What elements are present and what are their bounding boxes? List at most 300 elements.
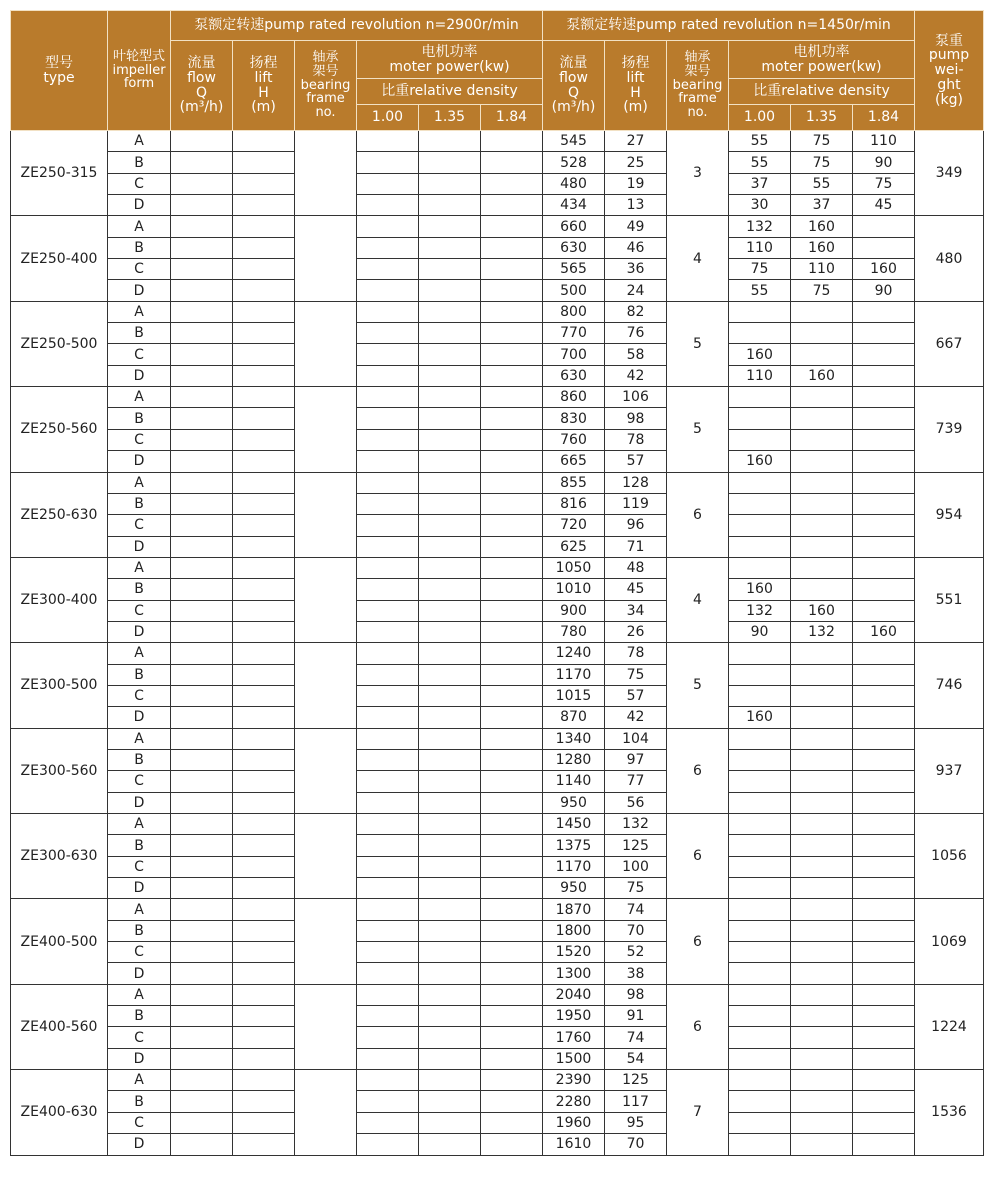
flow-1450-cell: 2040 [543, 984, 605, 1005]
power-1450-d100-cell [729, 920, 791, 941]
pump-weight-cell: 349 [915, 131, 984, 216]
power-1450-d184-cell [853, 920, 915, 941]
flow-1450-cell: 434 [543, 195, 605, 216]
power-2900-d135-cell [419, 749, 481, 770]
lift-1450-cell: 100 [605, 856, 667, 877]
power-1450-d184-cell: 160 [853, 259, 915, 280]
power-1450-d184-cell [853, 643, 915, 664]
pump-performance-table [10, 10, 984, 1156]
power-2900-d135-cell [419, 387, 481, 408]
flow-2900-cell [171, 515, 233, 536]
flow-2900-cell [171, 792, 233, 813]
lift-1450-cell: 76 [605, 323, 667, 344]
flow-1450-cell: 528 [543, 152, 605, 173]
lift-2900-cell [233, 600, 295, 621]
lift-2900-cell [233, 878, 295, 899]
power-1450-d184-cell [853, 387, 915, 408]
table-row [11, 814, 984, 835]
table-row [11, 195, 984, 216]
impeller-form: A [108, 387, 171, 408]
power-2900-d184-cell [481, 1027, 543, 1048]
power-1450-d100-cell [729, 643, 791, 664]
power-1450-d100-cell: 55 [729, 131, 791, 152]
flow-1450-cell: 800 [543, 301, 605, 322]
power-2900-d135-cell [419, 1027, 481, 1048]
lift-2900-cell [233, 387, 295, 408]
flow-1450-cell: 1610 [543, 1134, 605, 1155]
power-1450-d100-cell [729, 814, 791, 835]
power-1450-d135-cell [791, 515, 853, 536]
impeller-form: D [108, 1134, 171, 1155]
power-2900-d135-cell [419, 557, 481, 578]
flow-2900-cell [171, 301, 233, 322]
flow-2900-cell [171, 942, 233, 963]
table-row [11, 1070, 984, 1091]
lift-1450-cell: 13 [605, 195, 667, 216]
power-2900-d100-cell [357, 1048, 419, 1069]
power-2900-d184-cell [481, 664, 543, 685]
lift-1450-cell: 57 [605, 685, 667, 706]
lift-2900-cell [233, 707, 295, 728]
power-2900-d135-cell [419, 237, 481, 258]
flow-1450-cell: 480 [543, 173, 605, 194]
power-1450-d135-cell [791, 1006, 853, 1027]
power-1450-d184-cell [853, 1134, 915, 1155]
flow-1450-cell: 1340 [543, 728, 605, 749]
power-1450-d135-cell [791, 1112, 853, 1133]
flow-2900-cell [171, 1134, 233, 1155]
power-1450-d135-cell [791, 685, 853, 706]
lift-2900-cell [233, 792, 295, 813]
power-2900-d100-cell [357, 600, 419, 621]
impeller-form: C [108, 429, 171, 450]
table-row [11, 1006, 984, 1027]
flow-2900-cell [171, 1027, 233, 1048]
lift-1450-cell: 58 [605, 344, 667, 365]
bearing-2900-cell [295, 387, 357, 472]
power-1450-d100-cell: 160 [729, 579, 791, 600]
power-2900-d184-cell [481, 878, 543, 899]
power-1450-d184-cell [853, 408, 915, 429]
lift-2900-cell [233, 344, 295, 365]
power-1450-d135-cell [791, 664, 853, 685]
power-1450-d135-cell [791, 1134, 853, 1155]
lift-2900-cell [233, 771, 295, 792]
power-2900-d100-cell [357, 408, 419, 429]
power-1450-d135-cell: 75 [791, 280, 853, 301]
impeller-form: B [108, 664, 171, 685]
header-density-1450: 比重relative density [729, 79, 915, 105]
flow-1450-cell: 1010 [543, 579, 605, 600]
header-rev-2900: 泵额定转速pump rated revolution n=2900r/min [171, 11, 543, 41]
power-1450-d184-cell [853, 942, 915, 963]
power-2900-d100-cell [357, 664, 419, 685]
pump-performance-table-sheet [10, 10, 984, 1156]
table-row [11, 963, 984, 984]
flow-2900-cell [171, 451, 233, 472]
power-1450-d100-cell [729, 515, 791, 536]
table-row [11, 408, 984, 429]
lift-1450-cell: 106 [605, 387, 667, 408]
power-2900-d184-cell [481, 771, 543, 792]
power-2900-d135-cell [419, 814, 481, 835]
power-1450-d135-cell [791, 408, 853, 429]
impeller-form: B [108, 1091, 171, 1112]
pump-weight-cell: 551 [915, 557, 984, 642]
impeller-form: B [108, 493, 171, 514]
flow-2900-cell [171, 749, 233, 770]
power-1450-d184-cell [853, 579, 915, 600]
power-2900-d184-cell [481, 1006, 543, 1027]
lift-1450-cell: 38 [605, 963, 667, 984]
power-1450-d184-cell [853, 749, 915, 770]
power-2900-d100-cell [357, 280, 419, 301]
table-row [11, 1027, 984, 1048]
flow-2900-cell [171, 643, 233, 664]
power-1450-d184-cell [853, 493, 915, 514]
table-row [11, 920, 984, 941]
flow-2900-cell [171, 387, 233, 408]
bearing-frame-cell: 5 [667, 301, 729, 386]
bearing-2900-cell [295, 216, 357, 301]
flow-1450-cell: 720 [543, 515, 605, 536]
bearing-2900-cell [295, 984, 357, 1069]
lift-1450-cell: 34 [605, 600, 667, 621]
table-row [11, 643, 984, 664]
power-2900-d135-cell [419, 579, 481, 600]
power-2900-d100-cell [357, 301, 419, 322]
pump-weight-cell: 739 [915, 387, 984, 472]
table-row [11, 557, 984, 578]
lift-2900-cell [233, 621, 295, 642]
impeller-form: C [108, 515, 171, 536]
power-1450-d100-cell [729, 878, 791, 899]
power-2900-d100-cell [357, 557, 419, 578]
flow-1450-cell: 1760 [543, 1027, 605, 1048]
bearing-frame-cell: 5 [667, 387, 729, 472]
table-row [11, 1112, 984, 1133]
flow-2900-cell [171, 600, 233, 621]
lift-1450-cell: 46 [605, 237, 667, 258]
table-row [11, 579, 984, 600]
power-1450-d100-cell [729, 856, 791, 877]
lift-2900-cell [233, 984, 295, 1005]
header-motor-1450: 电机功率 moter power(kw) [729, 41, 915, 79]
lift-2900-cell [233, 835, 295, 856]
table-row [11, 216, 984, 237]
power-1450-d135-cell [791, 429, 853, 450]
power-2900-d135-cell [419, 365, 481, 386]
lift-2900-cell [233, 323, 295, 344]
power-2900-d100-cell [357, 536, 419, 557]
flow-2900-cell [171, 557, 233, 578]
lift-2900-cell [233, 557, 295, 578]
power-2900-d135-cell [419, 1048, 481, 1069]
pump-weight-cell: 667 [915, 301, 984, 386]
bearing-frame-cell: 6 [667, 814, 729, 899]
power-1450-d100-cell: 160 [729, 344, 791, 365]
power-2900-d184-cell [481, 429, 543, 450]
impeller-form: D [108, 536, 171, 557]
impeller-form: A [108, 643, 171, 664]
lift-1450-cell: 77 [605, 771, 667, 792]
flow-2900-cell [171, 131, 233, 152]
power-1450-d135-cell [791, 1048, 853, 1069]
lift-2900-cell [233, 216, 295, 237]
flow-1450-cell: 770 [543, 323, 605, 344]
flow-1450-cell: 1300 [543, 963, 605, 984]
lift-2900-cell [233, 259, 295, 280]
power-1450-d184-cell [853, 536, 915, 557]
flow-2900-cell [171, 814, 233, 835]
lift-2900-cell [233, 749, 295, 770]
flow-2900-cell [171, 579, 233, 600]
lift-1450-cell: 71 [605, 536, 667, 557]
impeller-form: A [108, 216, 171, 237]
flow-1450-cell: 630 [543, 237, 605, 258]
lift-1450-cell: 26 [605, 621, 667, 642]
model-type: ZE400-630 [11, 1070, 108, 1155]
table-row [11, 515, 984, 536]
power-2900-d184-cell [481, 984, 543, 1005]
header-density-1-35: 1.35 [791, 105, 853, 131]
flow-1450-cell: 860 [543, 387, 605, 408]
lift-2900-cell [233, 408, 295, 429]
flow-1450-cell: 565 [543, 259, 605, 280]
power-2900-d100-cell [357, 173, 419, 194]
power-2900-d100-cell [357, 942, 419, 963]
power-1450-d135-cell: 160 [791, 216, 853, 237]
flow-2900-cell [171, 878, 233, 899]
impeller-form: A [108, 557, 171, 578]
power-1450-d100-cell: 132 [729, 216, 791, 237]
flow-2900-cell [171, 472, 233, 493]
power-2900-d135-cell [419, 195, 481, 216]
power-2900-d135-cell [419, 685, 481, 706]
power-1450-d135-cell: 160 [791, 365, 853, 386]
model-type: ZE300-400 [11, 557, 108, 642]
power-2900-d135-cell [419, 664, 481, 685]
table-row [11, 493, 984, 514]
flow-1450-cell: 1015 [543, 685, 605, 706]
flow-2900-cell [171, 899, 233, 920]
power-1450-d135-cell [791, 728, 853, 749]
power-1450-d135-cell [791, 536, 853, 557]
power-2900-d135-cell [419, 472, 481, 493]
table-row [11, 942, 984, 963]
power-1450-d100-cell [729, 771, 791, 792]
power-1450-d100-cell: 160 [729, 451, 791, 472]
lift-2900-cell [233, 664, 295, 685]
flow-2900-cell [171, 664, 233, 685]
power-2900-d100-cell [357, 1134, 419, 1155]
impeller-form: D [108, 365, 171, 386]
power-1450-d135-cell: 75 [791, 152, 853, 173]
power-1450-d184-cell [853, 237, 915, 258]
flow-1450-cell: 950 [543, 878, 605, 899]
flow-1450-cell: 1170 [543, 856, 605, 877]
power-2900-d100-cell [357, 323, 419, 344]
power-2900-d184-cell [481, 515, 543, 536]
bearing-2900-cell [295, 472, 357, 557]
header-flow-2900: 流量 flow Q (m³/h) [171, 41, 233, 131]
power-1450-d184-cell: 45 [853, 195, 915, 216]
lift-1450-cell: 56 [605, 792, 667, 813]
impeller-form: B [108, 152, 171, 173]
power-2900-d135-cell [419, 451, 481, 472]
power-2900-d135-cell [419, 280, 481, 301]
power-2900-d184-cell [481, 152, 543, 173]
flow-2900-cell [171, 344, 233, 365]
power-1450-d100-cell [729, 557, 791, 578]
power-2900-d100-cell [357, 835, 419, 856]
power-1450-d184-cell [853, 771, 915, 792]
flow-1450-cell: 1450 [543, 814, 605, 835]
power-1450-d100-cell: 160 [729, 707, 791, 728]
power-2900-d100-cell [357, 515, 419, 536]
power-2900-d135-cell [419, 1091, 481, 1112]
power-1450-d184-cell [853, 707, 915, 728]
power-2900-d100-cell [357, 451, 419, 472]
flow-2900-cell [171, 1112, 233, 1133]
table-row [11, 472, 984, 493]
flow-2900-cell [171, 365, 233, 386]
table-row [11, 600, 984, 621]
power-1450-d184-cell: 75 [853, 173, 915, 194]
power-1450-d184-cell [853, 1091, 915, 1112]
power-2900-d100-cell [357, 749, 419, 770]
flow-1450-cell: 545 [543, 131, 605, 152]
power-2900-d135-cell [419, 259, 481, 280]
lift-2900-cell [233, 451, 295, 472]
lift-1450-cell: 104 [605, 728, 667, 749]
lift-2900-cell [233, 152, 295, 173]
impeller-form: C [108, 344, 171, 365]
flow-1450-cell: 625 [543, 536, 605, 557]
lift-1450-cell: 42 [605, 365, 667, 386]
power-2900-d184-cell [481, 451, 543, 472]
impeller-form: D [108, 963, 171, 984]
pump-weight-cell: 480 [915, 216, 984, 301]
power-1450-d100-cell [729, 963, 791, 984]
model-type: ZE400-560 [11, 984, 108, 1069]
power-1450-d135-cell [791, 323, 853, 344]
power-1450-d184-cell [853, 878, 915, 899]
power-2900-d100-cell [357, 963, 419, 984]
flow-1450-cell: 700 [543, 344, 605, 365]
power-2900-d100-cell [357, 1027, 419, 1048]
pump-weight-cell: 954 [915, 472, 984, 557]
power-1450-d135-cell [791, 963, 853, 984]
power-2900-d184-cell [481, 814, 543, 835]
pump-weight-cell: 1224 [915, 984, 984, 1069]
lift-2900-cell [233, 131, 295, 152]
table-row [11, 621, 984, 642]
table-row [11, 344, 984, 365]
flow-1450-cell: 2390 [543, 1070, 605, 1091]
power-1450-d184-cell [853, 685, 915, 706]
power-1450-d184-cell [853, 301, 915, 322]
model-type: ZE250-560 [11, 387, 108, 472]
power-1450-d184-cell [853, 1048, 915, 1069]
lift-2900-cell [233, 1134, 295, 1155]
flow-1450-cell: 1240 [543, 643, 605, 664]
lift-1450-cell: 48 [605, 557, 667, 578]
power-1450-d184-cell [853, 963, 915, 984]
power-2900-d184-cell [481, 493, 543, 514]
power-2900-d135-cell [419, 173, 481, 194]
power-1450-d135-cell: 110 [791, 259, 853, 280]
power-2900-d184-cell [481, 728, 543, 749]
power-1450-d135-cell [791, 942, 853, 963]
flow-2900-cell [171, 173, 233, 194]
lift-1450-cell: 96 [605, 515, 667, 536]
impeller-form: A [108, 301, 171, 322]
header-pump-weight: 泵重 pump wei- ght (kg) [915, 11, 984, 131]
power-2900-d184-cell [481, 472, 543, 493]
power-2900-d184-cell [481, 387, 543, 408]
power-1450-d135-cell [791, 771, 853, 792]
power-2900-d100-cell [357, 579, 419, 600]
lift-1450-cell: 54 [605, 1048, 667, 1069]
flow-1450-cell: 816 [543, 493, 605, 514]
table-row [11, 1091, 984, 1112]
power-1450-d135-cell [791, 1070, 853, 1091]
flow-2900-cell [171, 216, 233, 237]
power-1450-d135-cell [791, 984, 853, 1005]
power-1450-d135-cell: 55 [791, 173, 853, 194]
flow-1450-cell: 1375 [543, 835, 605, 856]
power-1450-d135-cell [791, 835, 853, 856]
power-1450-d135-cell [791, 1027, 853, 1048]
power-1450-d184-cell [853, 515, 915, 536]
table-row [11, 771, 984, 792]
power-2900-d135-cell [419, 899, 481, 920]
bearing-2900-cell [295, 643, 357, 728]
table-row [11, 899, 984, 920]
power-1450-d100-cell: 110 [729, 237, 791, 258]
flow-1450-cell: 780 [543, 621, 605, 642]
lift-2900-cell [233, 280, 295, 301]
table-row [11, 792, 984, 813]
power-1450-d184-cell [853, 365, 915, 386]
power-1450-d184-cell [853, 600, 915, 621]
power-1450-d100-cell: 132 [729, 600, 791, 621]
power-2900-d100-cell [357, 1006, 419, 1027]
power-2900-d100-cell [357, 621, 419, 642]
lift-2900-cell [233, 856, 295, 877]
power-2900-d135-cell [419, 856, 481, 877]
lift-1450-cell: 49 [605, 216, 667, 237]
header-density-1-35: 1.35 [419, 105, 481, 131]
power-2900-d100-cell [357, 878, 419, 899]
lift-1450-cell: 97 [605, 749, 667, 770]
lift-2900-cell [233, 1070, 295, 1091]
flow-1450-cell: 950 [543, 792, 605, 813]
lift-2900-cell [233, 173, 295, 194]
power-1450-d100-cell [729, 728, 791, 749]
header-bearing-2900: 轴承 架号 bearing frame no. [295, 41, 357, 131]
power-2900-d100-cell [357, 131, 419, 152]
lift-1450-cell: 57 [605, 451, 667, 472]
flow-1450-cell: 665 [543, 451, 605, 472]
flow-1450-cell: 1170 [543, 664, 605, 685]
flow-2900-cell [171, 536, 233, 557]
power-2900-d184-cell [481, 856, 543, 877]
impeller-form: B [108, 408, 171, 429]
lift-1450-cell: 128 [605, 472, 667, 493]
bearing-2900-cell [295, 899, 357, 984]
